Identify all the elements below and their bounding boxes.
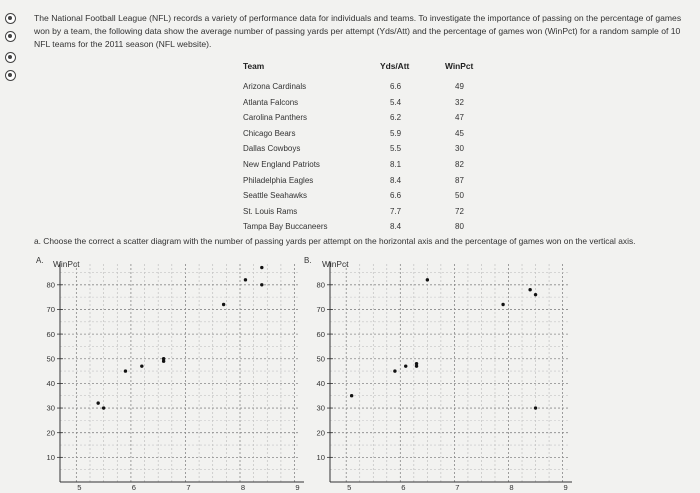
- team-name: Tampa Bay Buccaneers: [243, 222, 328, 232]
- team-name: Chicago Bears: [243, 128, 296, 138]
- winpct-value: 80: [455, 222, 464, 232]
- y-tick-label: 50: [316, 354, 325, 364]
- problem-intro: The National Football League (NFL) records a variety of performance data for individuals and teams. To investigate the importance of passing on the percentage of games won by a team, the following data show the average number of passing yards per attempt (Yds/Att) and the percentage of games won (WinPct) for a random sample of 10 NFL teams for the 2011 season (NFL website).: [34, 13, 682, 49]
- winpct-value: 47: [455, 113, 464, 123]
- data-point: [528, 288, 531, 291]
- winpct-value: 30: [455, 144, 464, 154]
- x-tick-label: 8: [509, 483, 514, 492]
- data-point: [102, 406, 105, 409]
- y-tick-label: 50: [46, 354, 55, 364]
- y-tick-label: 80: [316, 280, 325, 290]
- yds-att-value: 8.4: [390, 222, 402, 232]
- x-tick-label: 9: [563, 483, 568, 492]
- x-tick-label: 7: [186, 483, 191, 492]
- y-axis-label: WinPct: [53, 259, 80, 269]
- data-point: [501, 303, 504, 306]
- winpct-value: 50: [455, 191, 464, 201]
- yds-att-value: 5.5: [390, 144, 402, 154]
- y-tick-label: 30: [46, 403, 55, 413]
- yds-att-value: 8.4: [390, 175, 402, 185]
- x-tick-label: 5: [347, 483, 352, 492]
- y-axis-label: WinPct: [322, 259, 349, 269]
- team-name: Atlanta Falcons: [243, 97, 299, 107]
- option-b-label[interactable]: B.: [304, 256, 312, 265]
- y-tick-label: 40: [46, 379, 55, 389]
- y-tick-label: 20: [316, 428, 325, 438]
- data-point: [415, 362, 418, 365]
- y-tick-label: 20: [46, 428, 55, 438]
- team-name: Carolina Panthers: [243, 113, 308, 123]
- y-tick-label: 60: [316, 329, 325, 339]
- data-point: [96, 401, 99, 404]
- x-tick-label: 9: [295, 483, 300, 492]
- yds-att-value: 6.2: [390, 113, 402, 123]
- table-header-0: Team: [243, 61, 265, 71]
- winpct-value: 49: [455, 82, 464, 91]
- data-point: [393, 369, 396, 372]
- data-point: [260, 266, 263, 269]
- data-point: [140, 364, 143, 367]
- data-point: [260, 283, 263, 286]
- winpct-value: 32: [455, 97, 464, 107]
- x-tick-label: 6: [131, 483, 137, 492]
- yds-att-value: 6.6: [390, 191, 402, 201]
- question-a: a. Choose the correct a scatter diagram with the number of passing yards per attempt on the horizontal axis and the percentage of games won on the vertical axis.: [34, 236, 636, 246]
- winpct-value: 87: [455, 175, 464, 185]
- table-header-1: Yds/Att: [380, 61, 410, 71]
- team-name: St. Louis Rams: [243, 206, 298, 216]
- y-tick-label: 60: [46, 329, 55, 339]
- x-tick-label: 7: [455, 483, 460, 492]
- team-name: Dallas Cowboys: [243, 144, 301, 154]
- data-point: [124, 369, 127, 372]
- yds-att-value: 8.1: [390, 160, 402, 169]
- data-point: [534, 293, 537, 296]
- y-tick-label: 80: [46, 280, 55, 290]
- data-point: [426, 278, 429, 281]
- x-tick-label: 8: [240, 483, 246, 492]
- y-tick-label: 70: [46, 305, 55, 315]
- team-name: Arizona Cardinals: [243, 82, 307, 91]
- x-tick-label: 6: [401, 483, 406, 492]
- data-point: [534, 406, 537, 409]
- team-name: Philadelphia Eagles: [243, 175, 314, 185]
- y-tick-label: 10: [46, 453, 55, 463]
- winpct-value: 82: [455, 160, 464, 169]
- team-name: Seattle Seahawks: [243, 191, 308, 201]
- option-a-label[interactable]: A.: [36, 256, 44, 265]
- yds-att-value: 6.6: [390, 82, 402, 91]
- data-point: [244, 278, 247, 281]
- y-tick-label: 70: [316, 305, 325, 315]
- y-tick-label: 30: [316, 403, 325, 413]
- x-tick-label: 5: [77, 483, 82, 492]
- data-point: [222, 303, 225, 306]
- yds-att-value: 7.7: [390, 206, 402, 216]
- data-point: [162, 357, 165, 360]
- data-point: [350, 394, 353, 397]
- data-point: [404, 364, 407, 367]
- winpct-value: 45: [455, 128, 464, 138]
- team-name: New England Patriots: [243, 160, 320, 169]
- y-tick-label: 40: [316, 379, 325, 389]
- y-tick-label: 10: [316, 453, 325, 463]
- winpct-value: 72: [455, 206, 464, 216]
- table-header-2: WinPct: [445, 61, 474, 71]
- yds-att-value: 5.9: [390, 128, 402, 138]
- yds-att-value: 5.4: [390, 97, 402, 107]
